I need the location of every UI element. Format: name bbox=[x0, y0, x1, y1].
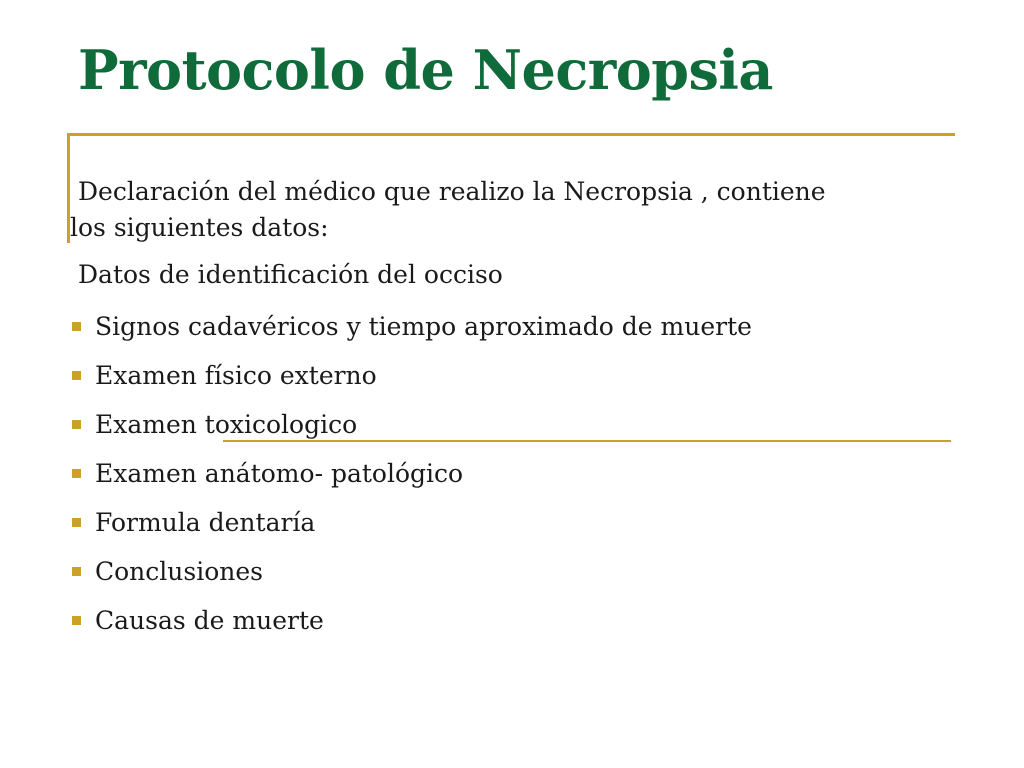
list-item bbox=[72, 312, 752, 341]
list-item-label: Examen toxicologico bbox=[95, 410, 358, 439]
list-item-label: Conclusiones bbox=[95, 557, 263, 586]
list-item bbox=[72, 361, 377, 390]
square-bullet-icon bbox=[72, 616, 81, 625]
square-bullet-icon bbox=[72, 322, 81, 331]
list-item-label: Examen físico externo bbox=[95, 361, 377, 390]
intro-line-1: Declaración del médico que realizo la Necropsia , contiene bbox=[78, 177, 826, 206]
list-item bbox=[72, 459, 463, 488]
list-item bbox=[72, 557, 263, 586]
intro-line-2: los siguientes datos: bbox=[70, 213, 329, 242]
square-bullet-icon bbox=[72, 567, 81, 576]
square-bullet-icon bbox=[72, 518, 81, 527]
square-bullet-icon bbox=[72, 469, 81, 478]
list-item bbox=[72, 606, 324, 635]
list-item-label: Examen anátomo- patológico bbox=[95, 459, 464, 488]
intro-paragraph bbox=[70, 171, 930, 249]
list-item bbox=[72, 410, 357, 439]
square-bullet-icon bbox=[72, 371, 81, 380]
list-item-label: Causas de muerte bbox=[95, 606, 324, 635]
list-item bbox=[72, 508, 315, 537]
slide-title: Protocolo de Necropsia bbox=[78, 38, 773, 102]
list-item-label: Formula dentaría bbox=[95, 508, 316, 537]
square-bullet-icon bbox=[72, 420, 81, 429]
subheading: Datos de identificación del occiso bbox=[78, 260, 503, 289]
list-item-label: Signos cadavéricos y tiempo aproximado de muerte bbox=[95, 312, 752, 341]
